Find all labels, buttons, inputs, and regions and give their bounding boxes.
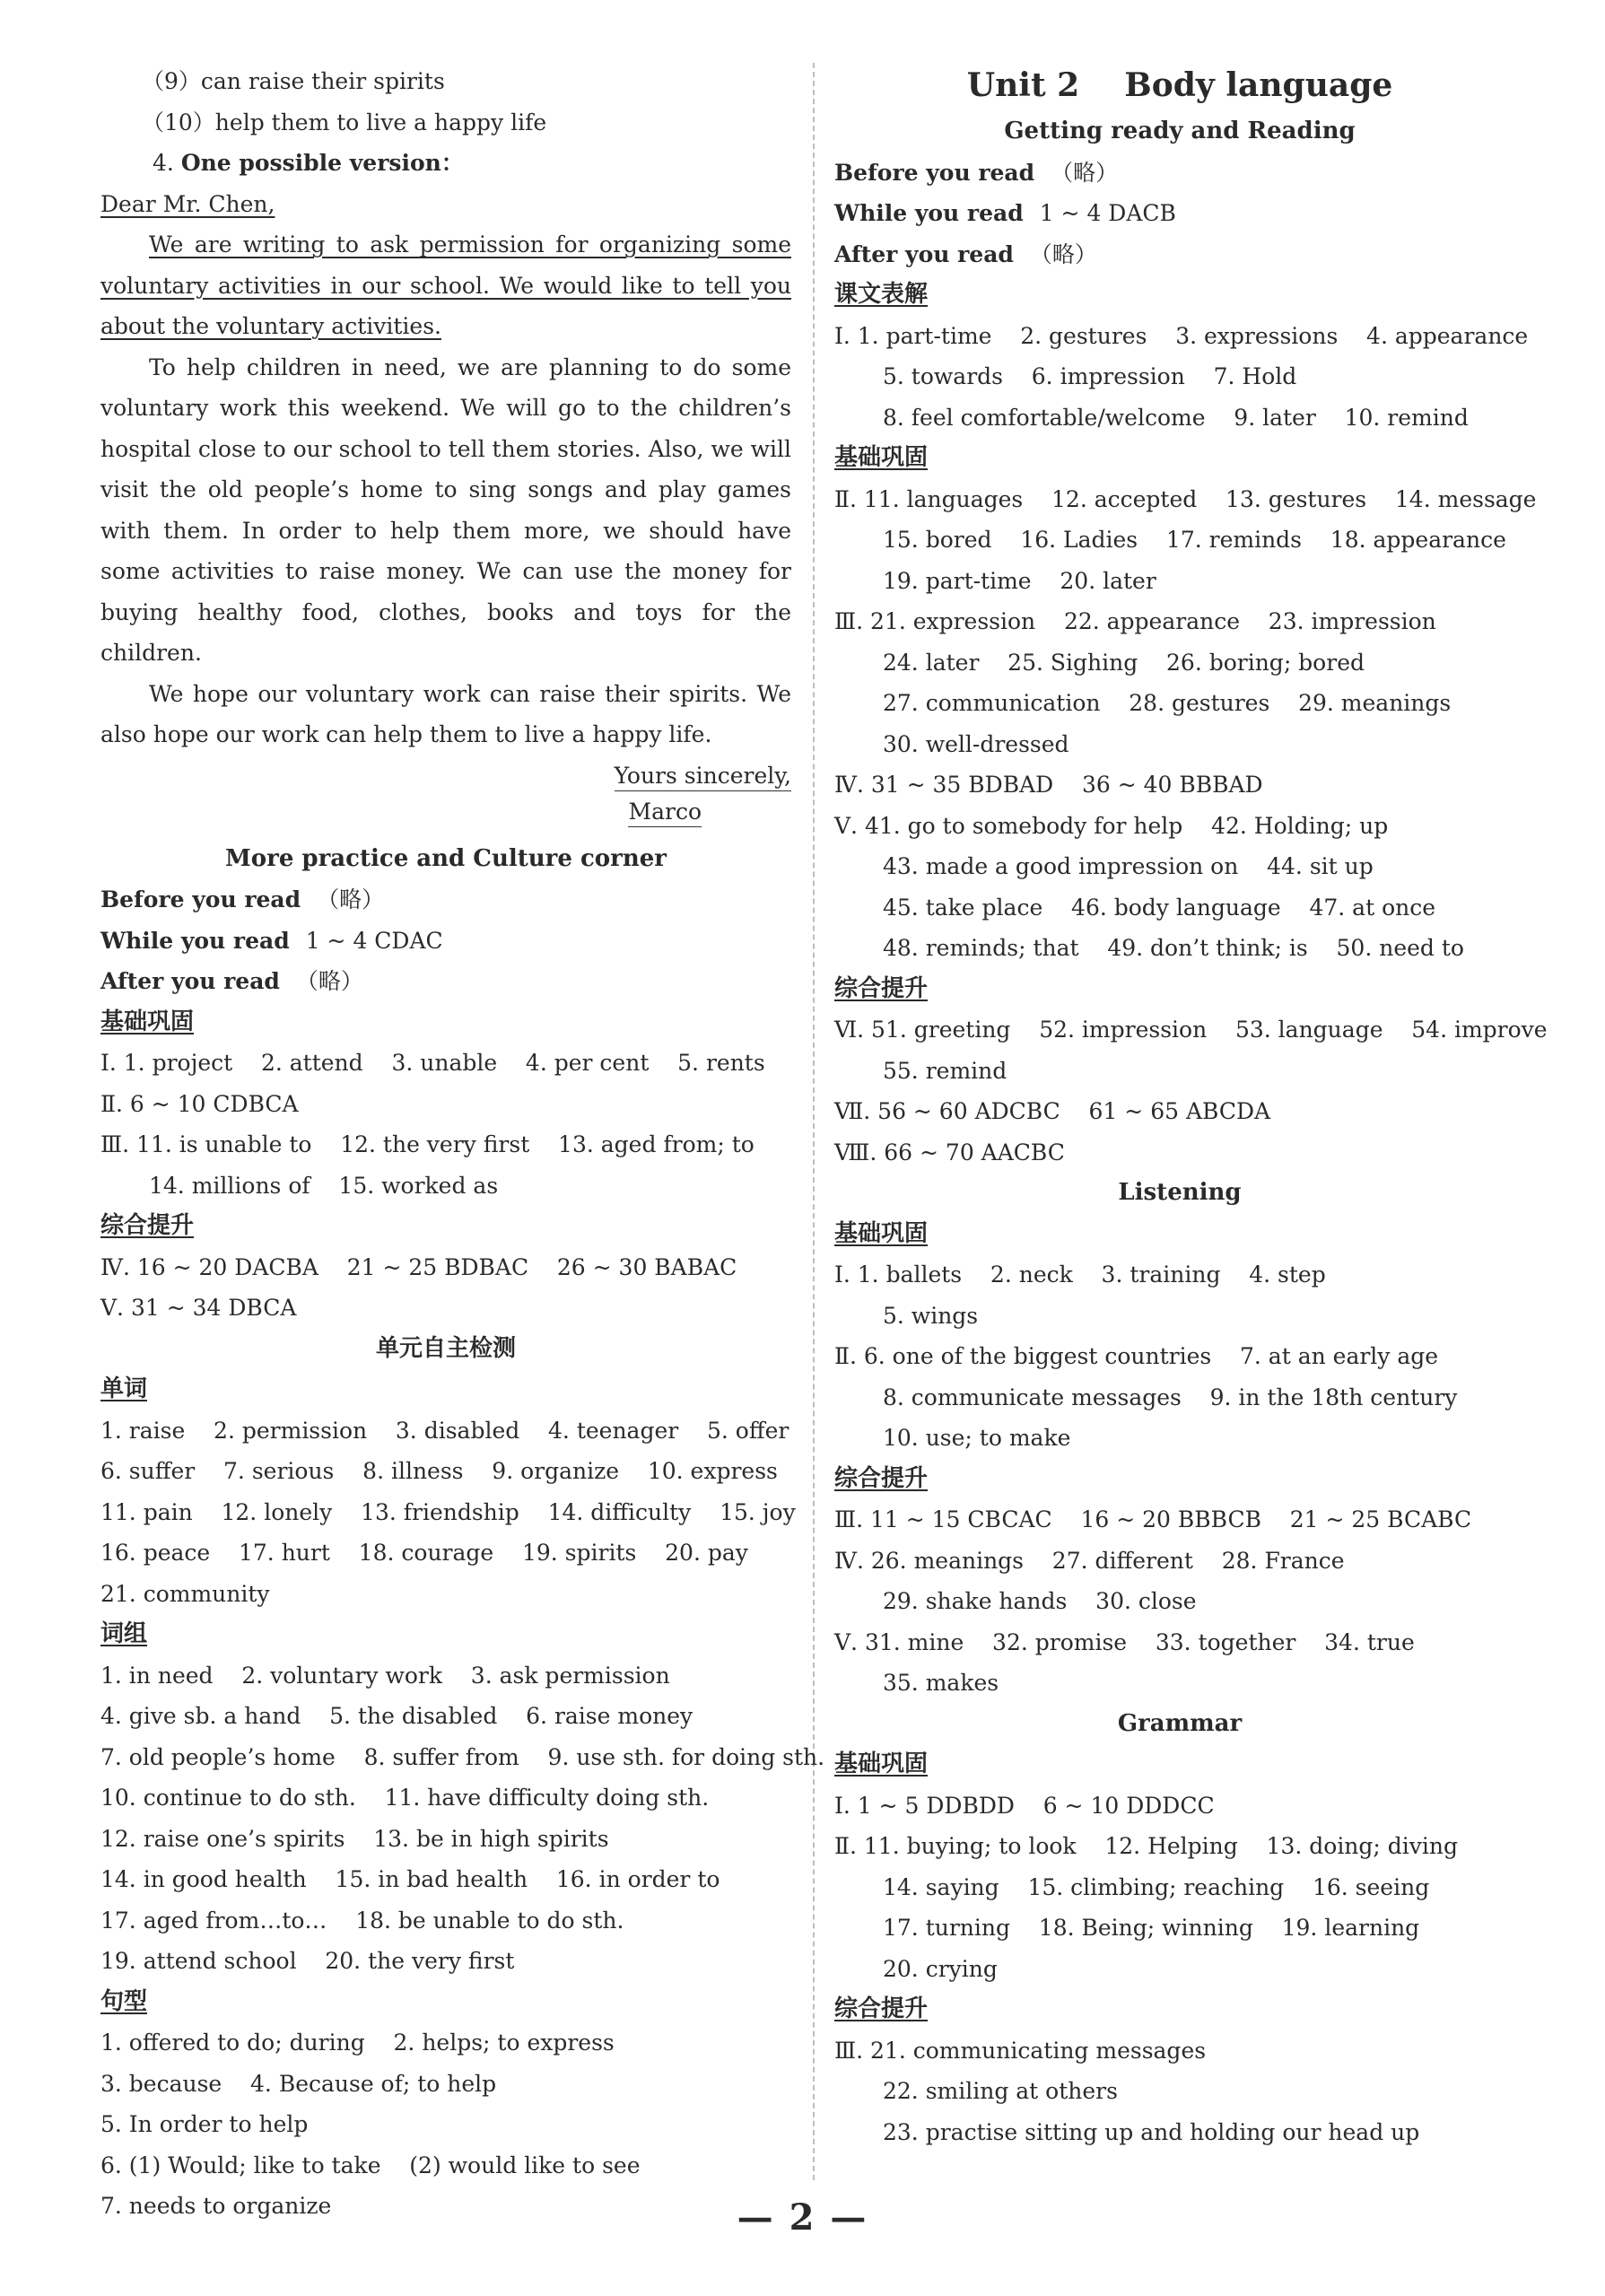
column-divider [813,63,815,2180]
label-words: 单词 [100,1375,148,1402]
answer-line: Ⅳ. 26. meanings 27. different 28. France [834,1547,1345,1574]
answer-line: Ⅴ. 31. mine 32. promise 33. together 34. true [834,1628,1415,1655]
answer-line: 29. shake hands 30. close [883,1588,1197,1614]
answer-line: 6. (1) Would; like to take (2) would like to see [100,2152,641,2178]
answer-line: 43. made a good impression on 44. sit up [883,853,1374,879]
answer-line: （10）help them to live a happy life [142,109,547,135]
answer-line: （9）can raise their spirits [142,68,445,94]
letter-paragraph-3: We hope our voluntary work can raise their spirits. We also hope our work can help them to live a happy life. [100,680,791,747]
letter-salutation: Dear Mr. Chen, [100,190,275,217]
answer-line: 24. later 25. Sighing 26. boring; bored [883,649,1365,676]
letter-paragraph-1: We are writing to ask permission for organizing some voluntary activities in our school. We would like to tell you about the voluntary activities. [100,231,791,339]
answer-line: 16. peace 17. hurt 18. courage 19. spirits 20. pay [100,1540,748,1566]
answer-line: 21. community [100,1580,270,1607]
letter-closing: Yours sincerely, [100,755,791,803]
letter-paragraph-2: To help children in need, we are planning to do some voluntary work this weekend. We will go to the children’s hospital close to our school to tell them stories. Also, we will visit the old people’s home to sing songs and play games with them. In order to help them more, we should have some activities to raise money. We can use the money for buying healthy food, clothes, books and toys for the children. [100,354,791,666]
answer-line: 1. raise 2. permission 3. disabled 4. teenager 5. offer [100,1417,789,1444]
answer-line: Ⅲ. 21. communicating messages [834,2037,1207,2064]
answer-line: 5. In order to help [100,2111,309,2137]
answer-line: 19. part-time 20. later [883,567,1156,594]
label-advanced: 综合提升 [100,1212,195,1239]
answer-line: Ⅱ. 6. one of the biggest countries 7. at an early age [834,1343,1439,1369]
sample-letter [100,184,791,839]
label-text-table: 课文表解 [834,281,929,308]
label-advanced: 综合提升 [834,1995,929,2022]
answer-line: 5. towards 6. impression 7. Hold [883,363,1297,389]
answer-line: 3. because 4. Because of; to help [100,2070,497,2097]
answer-line: Ⅱ. 11. languages 12. accepted 13. gestures 14. message [834,485,1537,512]
answer-line: 48. reminds; that 49. don’t think; is 50. need to [883,935,1464,961]
left-column [100,61,825,2227]
answer-line: 17. aged from…to… 18. be unable to do sth. [100,1907,624,1934]
answer-line: 22. smiling at others [883,2078,1118,2104]
label-basic: 基础巩固 [834,1750,929,1777]
page-number: — 2 — [737,2196,868,2239]
answer-line: 7. old people’s home 8. suffer from 9. use sth. for doing sth. [100,1743,825,1770]
q4-heading: One possible version： [180,150,464,176]
answer-line: Ⅰ. 1. ballets 2. neck 3. training 4. step [834,1261,1326,1288]
answer-line: 1. offered to do; during 2. helps; to express [100,2030,615,2056]
answer-line: 7. needs to organize [100,2193,332,2219]
answer-line: Ⅲ. 21. expression 22. appearance 23. impression [834,608,1436,634]
answer-line: 14. saying 15. climbing; reaching 16. seeing [883,1873,1430,1900]
answer-line: Ⅰ. 1 ~ 5 DDBDD 6 ~ 10 DDDCC [834,1792,1215,1819]
answer-line: 20. crying [883,1955,998,1982]
unit-title: Unit 2 Body language [966,66,1393,104]
answer-line: 12. raise one’s spirits 13. be in high spirits [100,1825,609,1852]
answer-line: 45. take place 46. body language 47. at once [883,894,1436,921]
label-basic: 基础巩固 [100,1008,195,1035]
after-you-read: After you read （略） [834,240,1097,267]
answer-line: 15. bored 16. Ladies 17. reminds 18. appearance [883,527,1506,553]
answer-line: Ⅲ. 11. is unable to 12. the very first 13. aged from; to [100,1131,755,1157]
while-you-read: While you read 1 ~ 4 DACB [834,200,1176,226]
answer-line: 8. communicate messages 9. in the 18th century [883,1384,1458,1410]
answer-line: Ⅳ. 16 ~ 20 DACBA 21 ~ 25 BDBAC 26 ~ 30 BABAC [100,1253,737,1280]
right-column [834,59,1548,2152]
answer-line: 23. practise sitting up and holding our head up [883,2118,1420,2145]
answer-line: Ⅲ. 11 ~ 15 CBCAC 16 ~ 20 BBBCB 21 ~ 25 BCABC [834,1506,1472,1532]
label-basic: 基础巩固 [834,1219,929,1247]
answer-line: 1. in need 2. voluntary work 3. ask permission [100,1662,670,1689]
label-sentences: 句型 [100,1987,148,2015]
answer-line: 14. in good health 15. in bad health 16. in order to [100,1866,720,1892]
answer-line: Ⅱ. 11. buying; to look 12. Helping 13. doing; diving [834,1833,1459,1859]
label-advanced: 综合提升 [834,974,929,1002]
section-title-unit-test: 单元自主检测 [375,1334,516,1362]
answer-line: 35. makes [883,1670,999,1696]
label-phrases: 词组 [100,1620,148,1647]
label-advanced: 综合提升 [834,1464,929,1492]
section-title-more-practice: More practice and Culture corner [225,844,667,872]
section-title-listening: Listening [1118,1179,1242,1206]
answer-line: 10. continue to do sth. 11. have difficulty doing sth. [100,1785,710,1811]
answer-line: Ⅴ. 31 ~ 34 DBCA [100,1295,297,1321]
answer-line: Ⅰ. 1. part-time 2. gestures 3. expressions 4. appearance [834,322,1529,349]
answer-line: Ⅰ. 1. project 2. attend 3. unable 4. per cent 5. rents [100,1050,765,1076]
answer-line: Ⅱ. 6 ~ 10 CDBCA [100,1090,299,1117]
section-title-grammar: Grammar [1117,1709,1243,1737]
answer-line: 6. suffer 7. serious 8. illness 9. organize 10. express [100,1458,778,1484]
answer-line: 17. turning 18. Being; winning 19. learning [883,1915,1420,1941]
answer-line: 55. remind [883,1057,1007,1084]
answer-line: 19. attend school 20. the very first [100,1948,515,1974]
answer-line: 27. communication 28. gestures 29. meanings [883,690,1452,716]
after-you-read: After you read （略） [100,968,363,994]
letter-signature: Marco [100,791,791,839]
answer-line: 30. well-dressed [883,730,1069,757]
answer-line: 5. wings [883,1302,979,1329]
q4-heading-line [100,143,791,184]
answer-line: 4. give sb. a hand 5. the disabled 6. raise money [100,1703,693,1729]
answer-line: Ⅶ. 56 ~ 60 ADCBC 61 ~ 65 ABCDA [834,1098,1271,1124]
before-you-read: Before you read （略） [100,886,385,912]
answer-line: 14. millions of 15. worked as [149,1172,499,1199]
q4-number: 4. [153,150,174,176]
answer-line: 10. use; to make [883,1425,1071,1451]
before-you-read: Before you read （略） [834,159,1119,186]
answer-line: Ⅴ. 41. go to somebody for help 42. Holding; up [834,812,1389,839]
answer-line: Ⅷ. 66 ~ 70 AACBC [834,1139,1065,1165]
answer-line: 8. feel comfortable/welcome 9. later 10. remind [883,404,1469,431]
section-title-getting-ready: Getting ready and Reading [1004,118,1356,144]
while-you-read: While you read 1 ~ 4 CDAC [100,927,443,954]
answer-line: Ⅳ. 31 ~ 35 BDBAD 36 ~ 40 BBBAD [834,772,1263,798]
answer-line: 11. pain 12. lonely 13. friendship 14. difficulty 15. joy [100,1498,796,1525]
label-basic: 基础巩固 [834,444,929,471]
answer-line: Ⅵ. 51. greeting 52. impression 53. language 54. improve [834,1017,1548,1043]
